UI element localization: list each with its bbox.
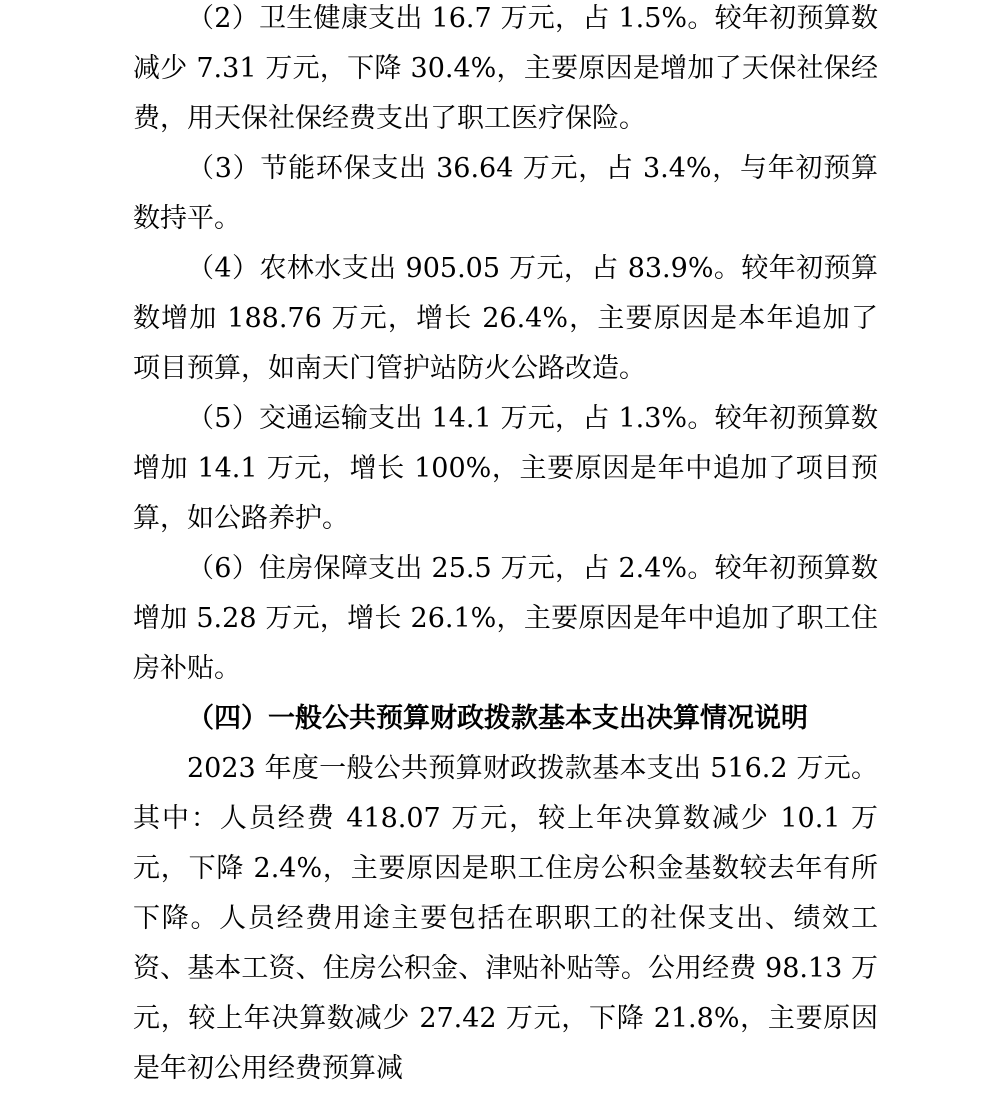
paragraph-agriculture-expenditure: （4）农林水支出 905.05 万元，占 83.9%。较年初预算数增加 188.76 万元，增长 26.4%，主要原因是本年追加了项目预算，如南天门管护站防火公路改造。 <box>133 253 878 384</box>
paragraph-basic-expenditure: 2023 年度一般公共预算财政拨款基本支出 516.2 万元。其中：人员经费 418.07 万元，较上年决算数减少 10.1 万元，下降 2.4%，主要原因是职工住房公积金基数较去年有所下降。人员经费用途主要包括在职职工的社保支出、绩效工资、基本工资、住房公积金、津贴补贴等。公用经费 98.13 万元，较上年决算数减少 27.42 万元，下降 21.8%，主要原因是年初公用经费预算减 <box>133 753 878 1084</box>
section-heading: （四）一般公共预算财政拨款基本支出决算情况说明 <box>187 703 808 734</box>
paragraph-environmental-expenditure: （3）节能环保支出 36.64 万元，占 3.4%，与年初预算数持平。 <box>133 153 878 234</box>
paragraph-housing-expenditure: （6）住房保障支出 25.5 万元，占 2.4%。较年初预算数增加 5.28 万元，增长 26.1%，主要原因是年中追加了职工住房补贴。 <box>133 553 878 684</box>
paragraph-health-expenditure: （2）卫生健康支出 16.7 万元，占 1.5%。较年初预算数减少 7.31 万元，下降 30.4%，主要原因是增加了天保社保经费，用天保社保经费支出了职工医疗保险。 <box>133 3 878 134</box>
document-page <box>133 0 878 1094</box>
paragraph-transport-expenditure: （5）交通运输支出 14.1 万元，占 1.3%。较年初预算数增加 14.1 万元，增长 100%，主要原因是年中追加了项目预算，如公路养护。 <box>133 403 878 534</box>
